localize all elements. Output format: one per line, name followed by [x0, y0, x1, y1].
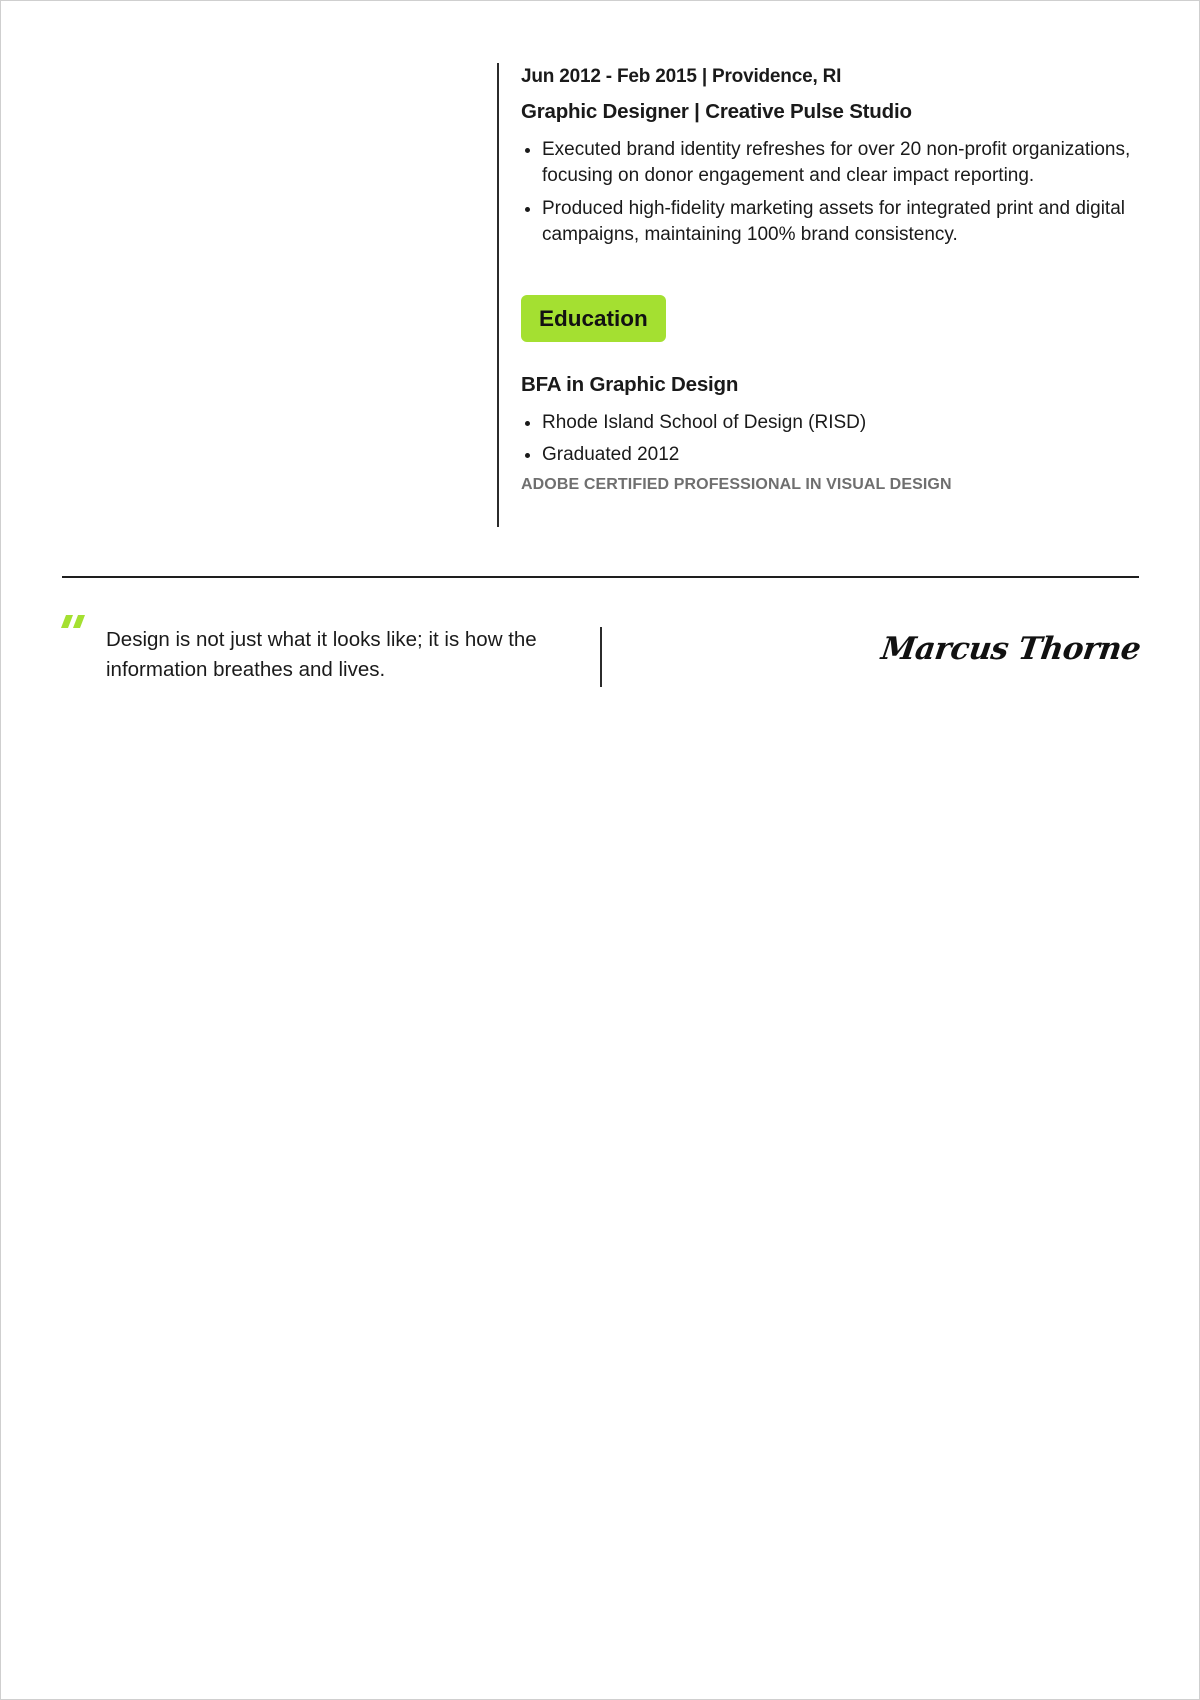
signature: Marcus Thorne — [879, 631, 1144, 667]
job-bullet-list — [521, 137, 1137, 248]
certification: ADOBE CERTIFIED PROFESSIONAL IN VISUAL DESIGN — [521, 476, 952, 493]
job-bullet: • Executed brand identity refreshes for over 20 non-profit organizations, focusing on donor engagement and clear impact reporting. — [542, 137, 1137, 189]
main-column — [497, 63, 1137, 527]
job-title: Graphic Designer | Creative Pulse Studio — [521, 100, 912, 123]
quote-mark-icon — [61, 613, 91, 643]
education-detail: • Graduated 2012 — [542, 442, 1137, 468]
education-detail: • Rhode Island School of Design (RISD) — [542, 410, 1137, 436]
education-entry — [521, 372, 1137, 496]
section-divider — [62, 576, 1139, 578]
experience-entry — [521, 65, 1137, 248]
degree-title: BFA in Graphic Design — [521, 373, 739, 396]
education-section-heading: Education — [521, 295, 666, 342]
quote-text: Design is not just what it looks like; it is how the information breathes and lives. — [106, 628, 537, 681]
education-details-list — [521, 410, 1137, 468]
quote-separator — [600, 627, 602, 687]
job-dates-location: Jun 2012 - Feb 2015 | Providence, RI — [521, 66, 842, 87]
job-bullet: • Produced high-fidelity marketing assets for integrated print and digital campaigns, maintaining 100% brand consistency. — [542, 196, 1137, 248]
